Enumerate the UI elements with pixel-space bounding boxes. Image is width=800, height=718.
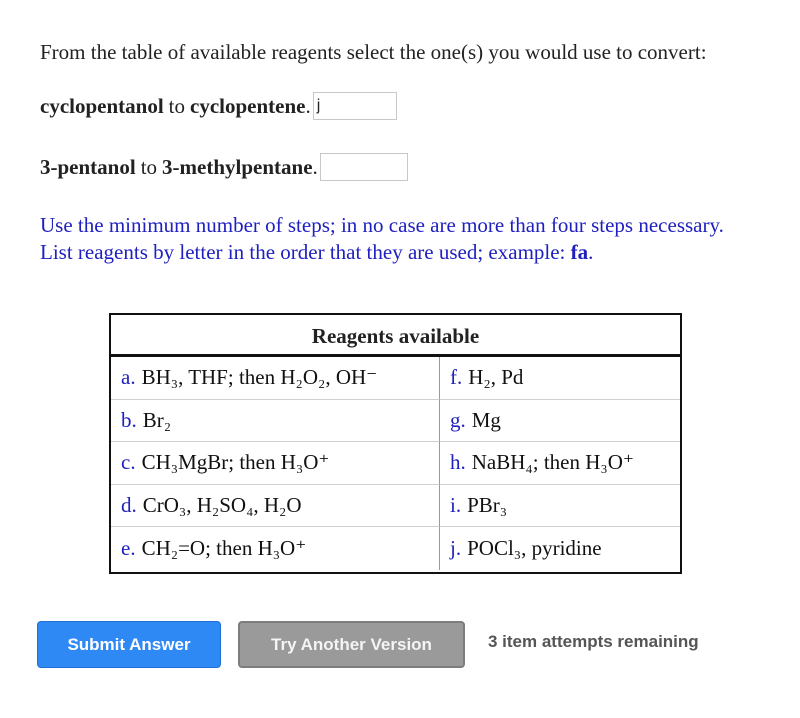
instruction-line-1: Use the minimum number of steps; in no case are more than four steps necessary. xyxy=(40,213,724,237)
to-compound: cyclopentene xyxy=(190,93,306,118)
answer-input-2[interactable] xyxy=(320,153,408,181)
conversion-row-1: cyclopentanol to cyclopentene . j xyxy=(40,92,397,120)
answer-input-1[interactable]: j xyxy=(313,92,397,120)
try-another-version-button[interactable]: Try Another Version xyxy=(238,621,465,668)
instruction-example: fa xyxy=(570,240,589,264)
reagent-cell: i. PBr₃ xyxy=(440,485,680,528)
reagents-table xyxy=(109,313,682,574)
instructions xyxy=(40,212,724,266)
connector: to xyxy=(168,93,186,118)
reagent-cell: d. CrO₃, H₂SO₄, H₂O xyxy=(111,485,440,528)
reagent-cell: b. Br₂ xyxy=(111,400,440,443)
reagents-grid xyxy=(111,357,680,570)
from-compound: cyclopentanol xyxy=(40,93,164,118)
attempts-remaining: 3 item attempts remaining xyxy=(488,632,699,651)
reagent-cell: g. Mg xyxy=(440,400,680,443)
reagent-cell: h. NaBH₄; then H₃O⁺ xyxy=(440,442,680,485)
reagent-cell: j. POCl₃, pyridine xyxy=(450,536,602,561)
instruction-line-2: List reagents by letter in the order that they are used; example: fa. xyxy=(40,240,594,264)
from-compound: 3-pentanol xyxy=(40,154,136,179)
reagent-cell: f. H₂, Pd xyxy=(440,357,680,400)
reagent-cell: e. CH₂=O; then H₃O⁺ xyxy=(111,527,440,570)
to-compound: 3-methylpentane xyxy=(162,154,313,179)
conversion-row-2: 3-pentanol to 3-methylpentane . xyxy=(40,153,408,181)
submit-answer-button[interactable]: Submit Answer xyxy=(37,621,221,668)
reagents-title: Reagents available xyxy=(111,315,680,357)
connector: to xyxy=(140,154,158,179)
question-intro: From the table of available reagents select the one(s) you would use to convert: xyxy=(40,40,707,64)
reagent-cell: c. CH₃MgBr; then H₃O⁺ xyxy=(111,442,440,485)
reagent-cell: a. BH₃, THF; then H₂O₂, OH⁻ xyxy=(111,357,440,400)
